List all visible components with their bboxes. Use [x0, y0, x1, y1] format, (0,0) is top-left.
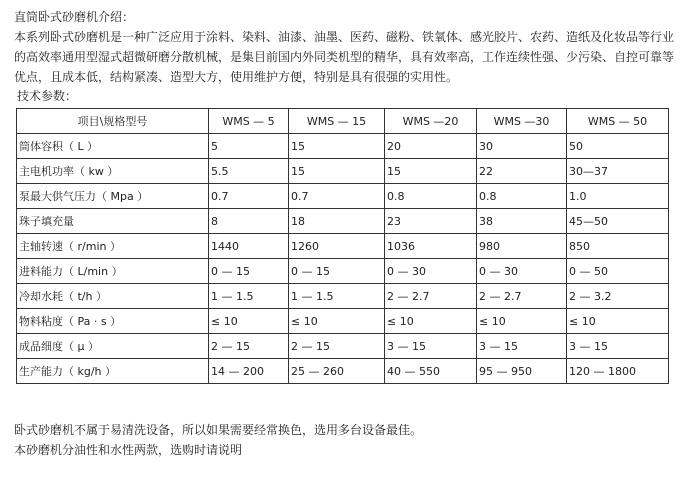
table-header-cell: WMS — 15	[289, 109, 385, 134]
table-row	[17, 184, 669, 209]
table-cell: 23	[385, 209, 477, 234]
table-row	[17, 309, 669, 334]
table-cell: 3 — 15	[477, 334, 567, 359]
table-cell: 20	[385, 134, 477, 159]
table-cell: 980	[477, 234, 567, 259]
table-cell: 15	[289, 159, 385, 184]
table-cell: 1 — 1.5	[289, 284, 385, 309]
row-label: 成品细度（ μ ）	[17, 334, 209, 359]
table-cell: 1036	[385, 234, 477, 259]
table-row	[17, 134, 669, 159]
table-cell: 0.7	[289, 184, 385, 209]
table-cell: 120 — 1800	[567, 359, 669, 384]
table-cell: 15	[289, 134, 385, 159]
table-cell: 5.5	[209, 159, 289, 184]
row-label: 生产能力（ kg/h ）	[17, 359, 209, 384]
intro-paragraph: 本系列卧式砂磨机是一种广泛应用于涂料、染料、油漆、油墨、医药、磁粉、铁氧体、感光胶片、农药、造纸及化妆品等行业的高效率通用型湿式超微研磨分散机械，是集目前国内外同类机型的精华，具有效率高，工作连续性强、少污染、自控可靠等优点，且成本低，结构紧凑、造型大方，使用维护方便，特别是具有很强的实用性。	[14, 30, 675, 84]
row-label: 筒体容积（ L ）	[17, 134, 209, 159]
row-label: 主轴转速（ r/min ）	[17, 234, 209, 259]
table-cell: 1440	[209, 234, 289, 259]
row-label: 冷却水耗（ t/h ）	[17, 284, 209, 309]
intro-title: 直筒卧式砂磨机介绍：	[14, 10, 135, 24]
footer-note-cleaning: 卧式砂磨机不属于易清洗设备，所以如果需要经常换色，选用多台设备最佳。	[14, 423, 423, 437]
table-cell: 38	[477, 209, 567, 234]
table-row	[17, 334, 669, 359]
table-row	[17, 284, 669, 309]
table-cell: 2 — 15	[209, 334, 289, 359]
footer-notes	[14, 420, 674, 460]
table-cell: 850	[567, 234, 669, 259]
table-cell: ≤ 10	[567, 309, 669, 334]
table-cell: 2 — 2.7	[477, 284, 567, 309]
table-cell: ≤ 10	[385, 309, 477, 334]
row-label: 进料能力（ L/min ）	[17, 259, 209, 284]
table-cell: 40 — 550	[385, 359, 477, 384]
table-header-cell: WMS —30	[477, 109, 567, 134]
table-cell: 0 — 15	[209, 259, 289, 284]
row-label: 主电机功率（ kw ）	[17, 159, 209, 184]
table-cell: 0 — 15	[289, 259, 385, 284]
table-cell: 25 — 260	[289, 359, 385, 384]
specs-table	[16, 108, 669, 384]
table-cell: 1.0	[567, 184, 669, 209]
table-header-cell: WMS — 5	[209, 109, 289, 134]
table-cell: 0.7	[209, 184, 289, 209]
specs-label: 技术参数：	[17, 89, 78, 103]
table-cell: 22	[477, 159, 567, 184]
table-row	[17, 234, 669, 259]
table-cell: 18	[289, 209, 385, 234]
table-cell: 15	[385, 159, 477, 184]
table-cell: 2 — 3.2	[567, 284, 669, 309]
table-cell: 1 — 1.5	[209, 284, 289, 309]
table-header-row	[17, 109, 669, 134]
table-cell: 0.8	[385, 184, 477, 209]
table-cell: 5	[209, 134, 289, 159]
table-cell: 1260	[289, 234, 385, 259]
table-cell: ≤ 10	[289, 309, 385, 334]
table-cell: 2 — 15	[289, 334, 385, 359]
table-cell: 0 — 50	[567, 259, 669, 284]
table-cell: ≤ 10	[477, 309, 567, 334]
row-label: 物料粘度（ Pa · s ）	[17, 309, 209, 334]
row-label: 泵最大供气压力（ Mpa ）	[17, 184, 209, 209]
footer-note-variants: 本砂磨机分油性和水性两款，选购时请说明	[14, 443, 243, 457]
table-cell: 45—50	[567, 209, 669, 234]
table-row	[17, 159, 669, 184]
table-cell: 50	[567, 134, 669, 159]
table-cell: 14 — 200	[209, 359, 289, 384]
table-row	[17, 259, 669, 284]
table-header-cell: 项目\规格型号	[17, 109, 209, 134]
table-cell: 30—37	[567, 159, 669, 184]
row-label: 珠子填充量	[17, 209, 209, 234]
table-cell: 0 — 30	[477, 259, 567, 284]
table-cell: 3 — 15	[385, 334, 477, 359]
table-cell: 2 — 2.7	[385, 284, 477, 309]
table-cell: 0.8	[477, 184, 567, 209]
table-cell: ≤ 10	[209, 309, 289, 334]
product-intro	[14, 8, 674, 384]
table-row	[17, 209, 669, 234]
table-header-cell: WMS —20	[385, 109, 477, 134]
table-cell: 0 — 30	[385, 259, 477, 284]
table-cell: 30	[477, 134, 567, 159]
table-cell: 3 — 15	[567, 334, 669, 359]
table-cell: 8	[209, 209, 289, 234]
table-row	[17, 359, 669, 384]
table-cell: 95 — 950	[477, 359, 567, 384]
table-header-cell: WMS — 50	[567, 109, 669, 134]
